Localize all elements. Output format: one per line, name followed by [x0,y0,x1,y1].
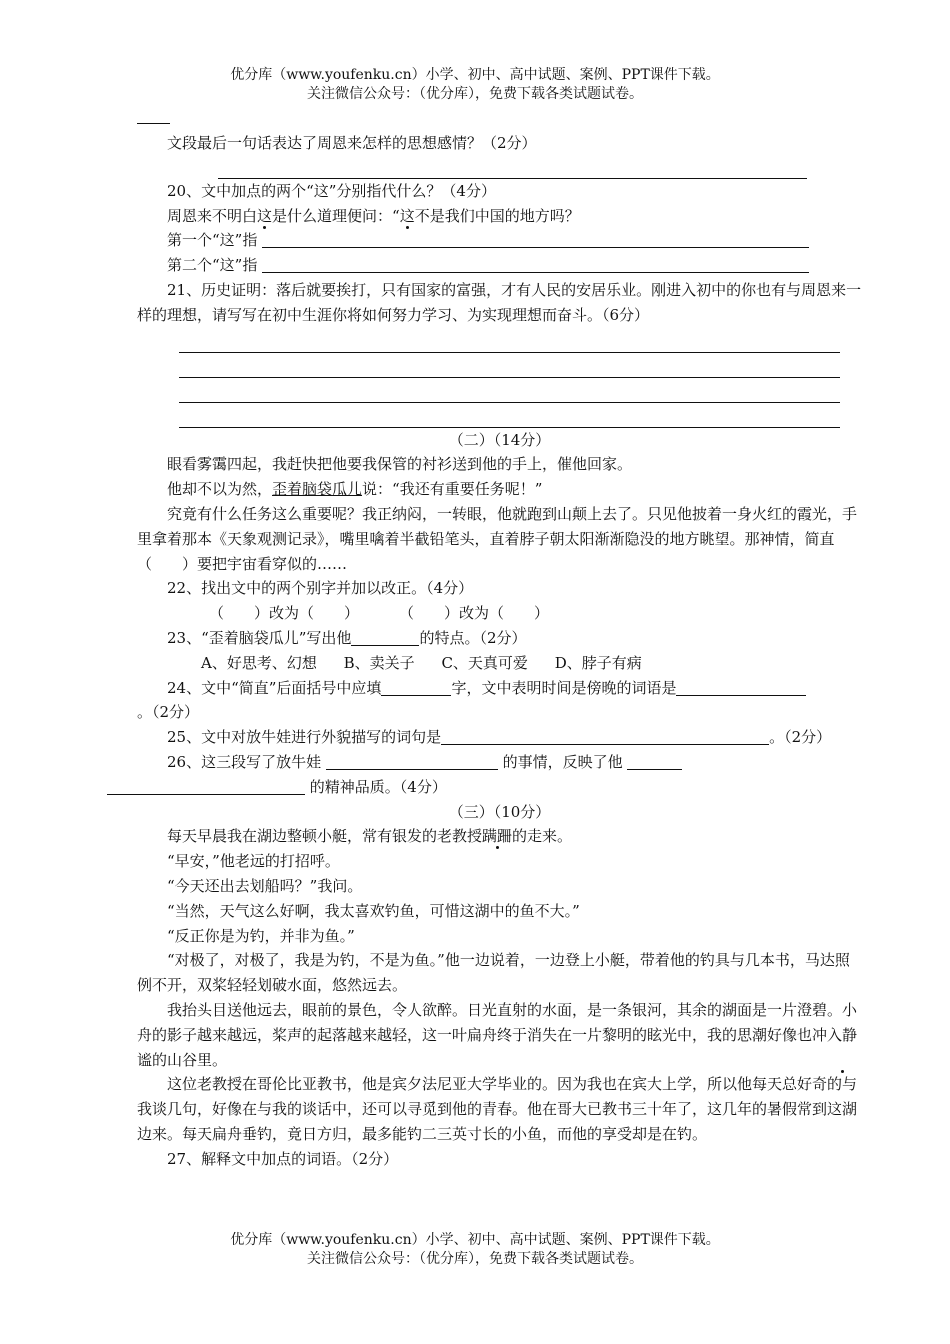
q26-pre: 26、这三段写了放牛娃 [167,752,322,771]
answer-blank[interactable] [107,778,305,795]
q20-first [137,228,862,253]
answer-line[interactable] [179,353,840,378]
q20-quote [137,204,862,229]
dotted-word-4: 静谧 [137,1025,858,1069]
page-footer [0,1231,950,1269]
header-line-1: 优分库（www.youfenku.cn）小学、初中、高中试题、案例、PPT课件下载。 [230,67,720,83]
q22-answer-a[interactable]: （ ）改为（ ） [209,604,360,623]
q20-second [137,253,862,278]
q25-post: 。（2分） [769,728,832,747]
q22-answers [137,601,862,626]
answer-blank[interactable] [381,679,451,696]
answer-line[interactable] [179,403,840,428]
answer-line [218,156,807,179]
dotted-word-2: 这 [399,206,415,225]
q21-stem: 21、历史证明：落后就要挨打，只有国家的富强，才有人民的安居乐业。刚进入初中的你也有与周恩来一样的理想，请写写在初中生涯你将如何努力学习、为实现理想而奋斗。（6分） [137,280,862,324]
q20-second-label: 第二个“这”指 [167,256,258,275]
q25-pre: 25、文中对放牛娃进行外貌描写的词句是 [167,728,442,747]
s3-paragraph-3: “今天还出去划船吗？”我问。 [167,876,363,895]
q26-post: 的精神品质。（4分） [309,777,447,796]
section3-title: （三）（10分） [448,802,551,821]
q24-mid: 字，文中表明时间是傍晚的词语是 [451,678,677,697]
q22-answer-b[interactable]: （ ）改为（ ） [399,604,550,623]
q24-post: 。（2分） [137,703,200,722]
answer-blank[interactable] [262,256,809,273]
q20-stem: 20、文中加点的两个“这”分别指代什么？（4分） [167,181,496,200]
s3-paragraph-6: “对极了，对极了，我是为钓，不是为鱼。”他一边说着，一边登上小艇，带着他的钓具与几本书，马达照例不开，双桨轻轻划破水面，悠然远去。 [137,951,850,995]
answer-blank[interactable] [627,753,682,770]
dotted-word-1: 这 [257,206,273,225]
s2-p2-pre: 他却不以为然， [167,480,273,499]
answer-blank[interactable] [758,679,806,696]
s3-paragraph-1 [137,824,862,849]
answer-line[interactable] [179,328,840,353]
q22-stem: 22、找出文中的两个别字并加以改正。（4分） [167,579,474,598]
answer-line[interactable] [179,378,840,403]
s2-paragraph-1: 眼看雾霭四起，我赶快把他要我保管的衬衫送到他的手上，催他回家。 [167,455,633,474]
dotted-word-3: 蹒跚 [482,827,513,846]
q23-pre: 23、“歪着脑袋瓜儿”写出他 [167,628,352,647]
q24-pre: 24、文中“简直”后面括号中应填 [167,678,382,697]
q21-answer-lines [179,328,840,428]
q26-stem [137,750,862,800]
q26-mid: 的事情，反映了他 [502,752,623,771]
footer-line-1: 优分库（www.youfenku.cn）小学、初中、高中试题、案例、PPT课件下载。 [230,1232,720,1248]
underlined-phrase: 歪着脑袋瓜儿 [272,480,363,499]
q20-quote-pre: 周恩来不明白 [167,206,258,225]
s3-p1-pre: 每天早晨我在湖边整顿小艇，常有银发的老教授 [167,827,483,846]
s3-paragraph-8: 这位老教授在哥伦比亚教书，他是宾夕法尼亚大学毕业的。因为我也在宾大上学，所以他每天总好奇的与我谈几句，好像在与我的谈话中，还可以寻觅到他的青春。他在哥大已教书三十年了，这几年的暑假常到这湖边来。每天扁舟垂钓，竟日方归，最多能钓二三英寸长的小鱼，而他的享受却是在钓。 [137,1075,858,1143]
option-b[interactable]: B、卖关子 [343,653,415,672]
s3-p7-pre: 我抬头目送他远去，眼前的景色，令人欲醉。日光直射的水面，是一条银河，其余的湖面是一片澄碧。小舟的影子越来越远，桨声的起落越来越轻，这一叶扁舟终于消失在一片黎明的眩光中，我的思潮好像也冲入 [137,1000,858,1044]
q20-quote-mid: 是什么道理便问：“ [272,206,400,225]
option-d[interactable]: D、脖子有病 [554,653,642,672]
q20-first-label: 第一个“这”指 [167,231,258,250]
page-header [0,66,950,104]
s3-paragraph-7 [137,998,862,1072]
section2-title: （二）（14分） [448,430,551,449]
q24-stem [137,676,862,726]
s3-paragraph-2: “早安，”他老远的打招呼。 [167,852,340,871]
answer-blank[interactable] [262,232,809,249]
s3-p1-post: 的走来。 [512,827,573,846]
s2-paragraph-2 [137,477,862,502]
q20-quote-post: 不是我们中国的地方吗？ [414,206,580,225]
header-line-2: 关注微信公众号：（优分库），免费下载各类试题试卷。 [307,86,643,102]
s3-paragraph-5: “反正你是为钓，并非为鱼。” [167,926,355,945]
q25-stem [137,725,862,750]
answer-blank[interactable] [676,679,758,696]
answer-blank[interactable] [441,728,769,745]
answer-blank[interactable] [351,629,419,646]
answer-blank[interactable] [326,753,498,770]
footer-line-2: 关注微信公众号：（优分库），免费下载各类试题试卷。 [307,1251,643,1267]
s3-paragraph-4: “当然，天气这么好啊，我太喜欢钓鱼，可惜这湖中的鱼不大。” [167,901,580,920]
answer-line-tail [137,123,170,124]
option-a[interactable]: A、好思考、幻想 [201,653,317,672]
document-body [137,131,862,1171]
q23-stem [137,626,862,651]
q23-post: 的特点。（2分） [419,628,527,647]
s3-p7-post: 的山谷里。 [152,1050,228,1069]
option-c[interactable]: C、天真可爱 [441,653,528,672]
q27-stem: 27、解释文中加点的词语。（2分） [167,1149,399,1168]
s2-paragraph-3: 究竟有什么任务这么重要呢？我正纳闷，一转眼，他就跑到山颠上去了。只见他披着一身火红的霞光，手里拿着那本《天象观测记录》，嘴里噙着半截铅笔头，直着脖子朝太阳渐渐隐没的地方眺望。那神情，简直（ ）要把宇宙看穿似的…… [137,504,858,573]
s2-p2-post: 说：“我还有重要任务呢！” [362,480,543,499]
q23-options [137,651,862,676]
q19-tail: 文段最后一句话表达了周恩来怎样的思想感情？（2分） [167,134,537,152]
